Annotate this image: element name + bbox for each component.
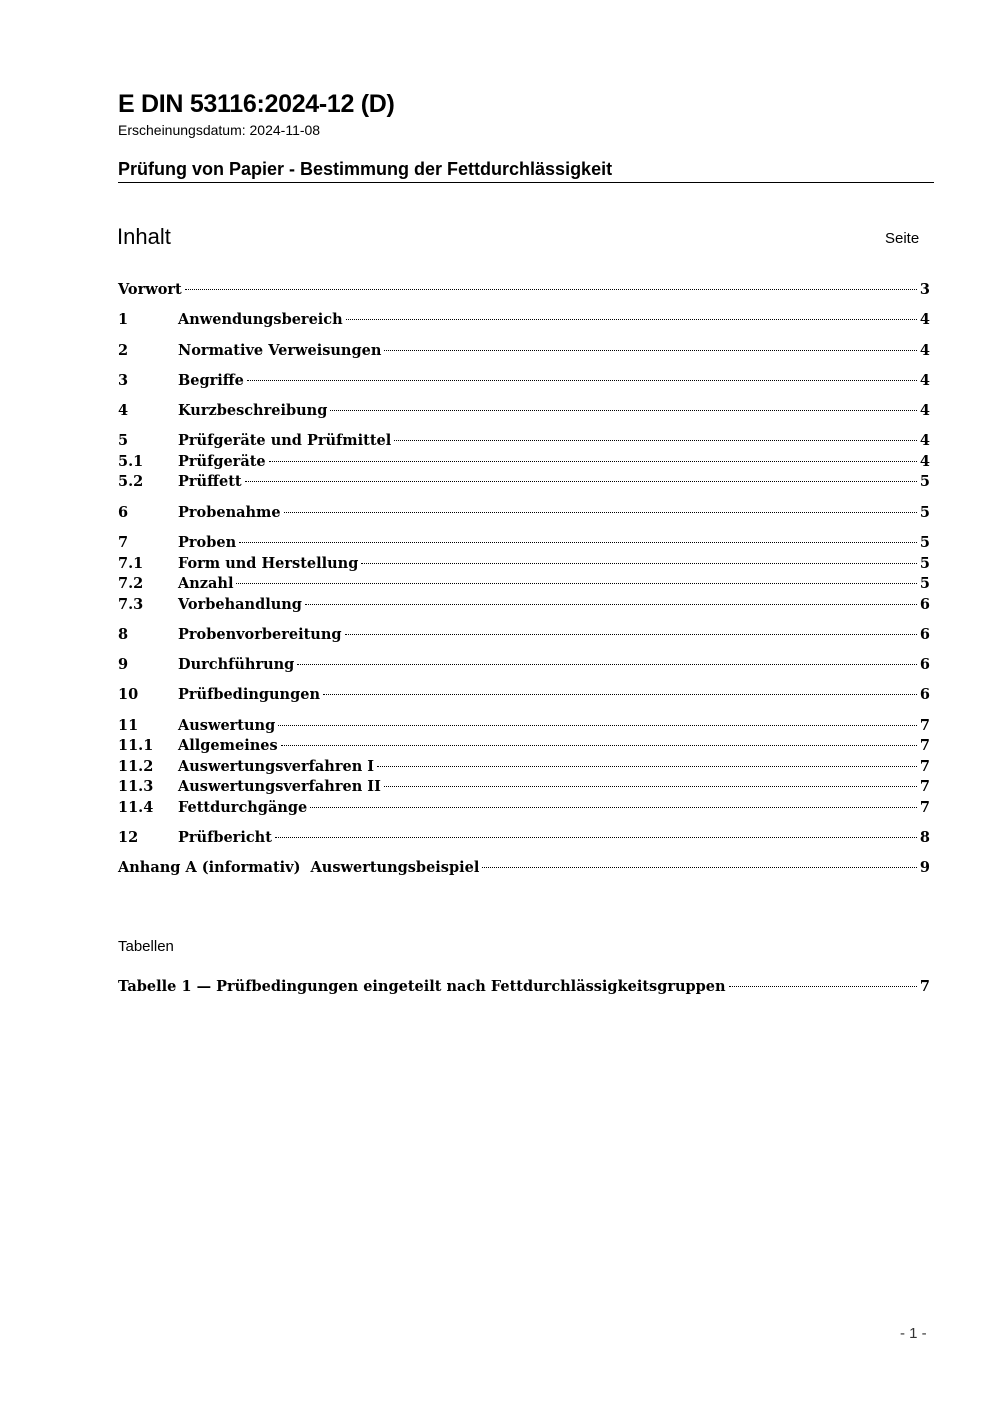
- toc-entry-label: Prüfbericht: [178, 829, 272, 847]
- toc-entry-label: Auswertung: [178, 716, 276, 734]
- toc-entry-number: 7.1: [118, 554, 144, 572]
- toc-entry-page: 3: [919, 281, 930, 298]
- table-entry-label: Tabelle 1 — Prüfbedingungen eingeteilt nach Fettdurchlässigkeitsgruppen: [118, 978, 726, 995]
- toc-dot-leader: [361, 563, 917, 564]
- toc-dot-leader: [305, 604, 917, 605]
- toc-entry-number: 7.3: [118, 595, 144, 613]
- toc-dot-leader: [185, 289, 917, 290]
- toc-entry[interactable]: [118, 716, 930, 737]
- toc-entry-number: 7.2: [118, 575, 144, 593]
- toc-entry-number: 11.2: [118, 757, 154, 775]
- toc-dot-leader: [323, 694, 917, 695]
- toc-entry-label: Probenahme: [178, 503, 281, 521]
- toc-entry[interactable]: [118, 554, 930, 575]
- toc-dot-leader: [345, 634, 917, 635]
- toc-entry-page: 6: [919, 625, 930, 643]
- toc-entry[interactable]: [118, 310, 930, 331]
- toc-entry-page: 5: [919, 534, 930, 552]
- toc-entry-page: 6: [919, 686, 930, 704]
- toc-entry-number: 12: [118, 829, 139, 847]
- table-entry-page: 7: [919, 978, 930, 995]
- toc-entry-page: 7: [919, 798, 930, 816]
- table-list-entry[interactable]: [118, 977, 930, 998]
- toc-entry[interactable]: [118, 736, 930, 757]
- toc-entry[interactable]: [118, 828, 930, 849]
- toc-entry-label: Anwendungsbereich: [178, 311, 343, 329]
- toc-entry-label: Fettdurchgänge: [178, 798, 308, 816]
- toc-entry-label: Prüffett: [178, 473, 242, 491]
- toc-dot-leader: [377, 766, 917, 767]
- toc-entry-number: 5.1: [118, 452, 144, 470]
- toc-entry-page: 5: [919, 554, 930, 572]
- toc-dot-leader: [297, 664, 917, 665]
- toc-entry[interactable]: [118, 472, 930, 493]
- toc-entry-label: Anzahl: [178, 575, 234, 593]
- toc-entry-page: 7: [919, 737, 930, 755]
- toc-entry-label: Auswertungsverfahren I: [178, 757, 375, 775]
- toc-entry-label: Probenvorbereitung: [178, 625, 342, 643]
- toc-dot-leader: [384, 350, 917, 351]
- toc-entry-label: Proben: [178, 534, 237, 552]
- toc-entry-number: 9: [118, 656, 129, 674]
- toc-dot-leader: [278, 725, 917, 726]
- toc-entry-number: 6: [118, 503, 129, 521]
- toc-entry-page: 5: [919, 473, 930, 491]
- toc-dot-leader: [346, 319, 917, 320]
- toc-entry[interactable]: [118, 341, 930, 362]
- toc-entry-page: 7: [919, 716, 930, 734]
- toc-entry-number: 8: [118, 625, 129, 643]
- toc-entry-number: 3: [118, 371, 129, 389]
- toc-dot-leader: [330, 410, 917, 411]
- toc-entry[interactable]: [118, 625, 930, 646]
- toc-entry-page: 7: [919, 778, 930, 796]
- toc-entry-label: Normative Verweisungen: [178, 341, 382, 359]
- toc-dot-leader: [284, 512, 917, 513]
- toc-entry[interactable]: [118, 798, 930, 819]
- toc-dot-leader: [729, 986, 917, 987]
- toc-dot-leader: [281, 745, 917, 746]
- toc-entry[interactable]: [118, 452, 930, 473]
- toc-entry-page: 4: [919, 341, 930, 359]
- toc-entry-page: 6: [919, 595, 930, 613]
- tables-heading: Tabellen: [118, 938, 174, 955]
- toc-dot-leader: [482, 867, 917, 868]
- toc-entry-number: 2: [118, 341, 129, 359]
- toc-entry[interactable]: [118, 371, 930, 392]
- toc-entry[interactable]: [118, 777, 930, 798]
- toc-entry-page: 8: [919, 829, 930, 847]
- toc-entry-number: 11.3: [118, 778, 154, 796]
- toc-entry-number: 11.1: [118, 737, 154, 755]
- toc-entry-number: 5: [118, 432, 129, 450]
- document-id: E DIN 53116:2024-12 (D): [118, 90, 395, 118]
- toc-entry-number: 11.4: [118, 798, 154, 816]
- toc-dot-leader: [247, 380, 917, 381]
- toc-dot-leader: [275, 837, 917, 838]
- list-of-tables: [118, 977, 930, 998]
- title-rule: [118, 182, 934, 183]
- toc-dot-leader: [239, 542, 917, 543]
- toc-entry[interactable]: [118, 503, 930, 524]
- toc-entry-number: 1: [118, 311, 129, 329]
- page-number: - 1 -: [900, 1325, 927, 1342]
- toc-dot-leader: [384, 786, 917, 787]
- toc-entry-label: Anhang A (informativ) Auswertungsbeispiel: [118, 859, 480, 877]
- toc-dot-leader: [245, 481, 917, 482]
- toc-entry[interactable]: [118, 685, 930, 706]
- toc-entry[interactable]: [118, 533, 930, 554]
- toc-entry-page: 7: [919, 757, 930, 775]
- toc-entry-label: Prüfgeräte und Prüfmittel: [178, 432, 392, 450]
- toc-entry-page: 9: [919, 859, 930, 877]
- toc-entry-number: 10: [118, 686, 139, 704]
- toc-entry[interactable]: [118, 655, 930, 676]
- toc-entry-label: Vorwort: [118, 281, 182, 298]
- toc-entry-label: Prüfbedingungen: [178, 686, 321, 704]
- toc-entry-number: 7: [118, 534, 129, 552]
- toc-entry-label: Prüfgeräte: [178, 452, 266, 470]
- toc-entry-page: 4: [919, 452, 930, 470]
- publication-date: Erscheinungsdatum: 2024-11-08: [118, 122, 321, 138]
- page-column-label: Seite: [885, 230, 920, 247]
- toc-entry[interactable]: [118, 595, 930, 616]
- toc-entry-page: 6: [919, 656, 930, 674]
- toc-entry-page: 5: [919, 503, 930, 521]
- toc-entry-page: 4: [919, 402, 930, 420]
- table-of-contents: [118, 280, 930, 879]
- toc-entry-number: 11: [118, 716, 139, 734]
- toc-dot-leader: [236, 583, 916, 584]
- toc-entry-number: 4: [118, 402, 129, 420]
- toc-entry-number: 5.2: [118, 473, 144, 491]
- toc-dot-leader: [394, 440, 917, 441]
- toc-entry[interactable]: [118, 401, 930, 422]
- toc-heading: Inhalt: [117, 224, 171, 249]
- toc-entry-page: 4: [919, 371, 930, 389]
- document-title: Prüfung von Papier - Bestimmung der Fettdurchlässigkeit: [118, 159, 613, 179]
- toc-entry[interactable]: [118, 280, 930, 301]
- toc-entry-label: Vorbehandlung: [178, 595, 302, 613]
- toc-entry-label: Kurzbeschreibung: [178, 402, 328, 420]
- toc-entry-page: 4: [919, 432, 930, 450]
- toc-entry-page: 5: [919, 575, 930, 593]
- toc-dot-leader: [310, 807, 917, 808]
- toc-entry-label: Auswertungsverfahren II: [178, 778, 381, 796]
- toc-entry[interactable]: [118, 431, 930, 452]
- toc-entry-label: Form und Herstellung: [178, 554, 359, 572]
- toc-entry-label: Durchführung: [178, 656, 295, 674]
- toc-entry-label: Allgemeines: [178, 737, 278, 755]
- toc-entry-label: Begriffe: [178, 371, 244, 389]
- toc-entry[interactable]: [118, 757, 930, 778]
- toc-entry[interactable]: [118, 574, 930, 595]
- toc-entry-page: 4: [919, 311, 930, 329]
- toc-entry[interactable]: [118, 858, 930, 879]
- toc-dot-leader: [269, 461, 917, 462]
